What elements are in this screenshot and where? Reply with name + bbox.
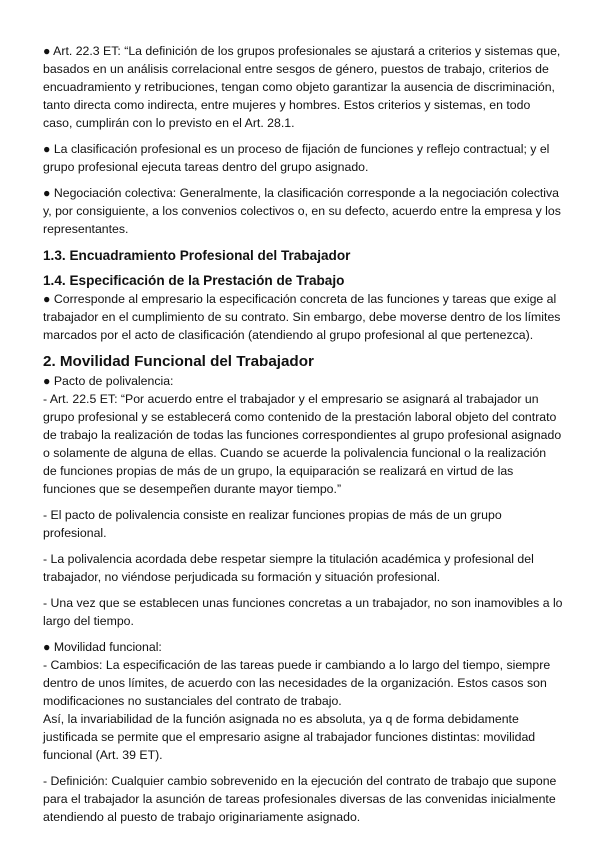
bullet-movilidad-funcional: ● Movilidad funcional: — [43, 640, 162, 654]
heading-1-3: 1.3. Encuadramiento Profesional del Trabajador — [43, 248, 351, 263]
heading-1-4: 1.4. Especificación de la Prestación de Trabajo — [43, 273, 345, 288]
heading-2: 2. Movilidad Funcional del Trabajador — [43, 353, 314, 370]
bullet-negociacion-colectiva: ● Negociación colectiva: Generalmente, la clasificación corresponde a la negociación colectiva y, por consiguiente, a los convenios colectivos o, en su defecto, acuerdo entre la empresa y los representantes. — [43, 186, 561, 236]
document-page — [43, 42, 563, 834]
item-respetar-titulacion: - La polivalencia acordada debe respetar siempre la titulación académica y profesional del trabajador, no viéndose perjudicada su formación y situación profesional. — [43, 552, 534, 584]
item-pacto-consiste: - El pacto de polivalencia consiste en realizar funciones propias de más de un grupo profesional. — [43, 508, 502, 540]
item-no-inamovibles: - Una vez que se establecen unas funciones concretas a un trabajador, no son inamovibles a lo largo del tiempo. — [43, 596, 563, 628]
paragraph-especificacion: ● Corresponde al empresario la especificación concreta de las funciones y tareas que exige al trabajador en el cumplimiento de su contrato. Sin embargo, debe moverse dentro de los límites marcados por el acto de clasificación (atendiendo al grupo profesional al que pertenezca). — [43, 292, 561, 342]
item-invariabilidad: Así, la invariabilidad de la función asignada no es absoluta, ya q de forma debidamente justificada se permite que el empresario asigne al trabajador funciones distintas: movilidad funcional (Art. 39 ET). — [43, 712, 536, 762]
bullet-art-22-3: ● Art. 22.3 ET: “La definición de los grupos profesionales se ajustará a criterios y sistemas que, basados en un análisis correlacional entre sesgos de género, puestos de trabajo, criterios de encuadramiento y retribuciones, tengan como objeto garantizar la ausencia de discriminación, tanto directa como indirecta, entre mujeres y hombres. Estos criterios y sistemas, en todo caso, cumplirán con lo previsto en el Art. 28.1. — [43, 44, 561, 130]
item-definicion: - Definición: Cualquier cambio sobrevenido en la ejecución del contrato de trabajo que supone para el trabajador la asunción de tareas profesionales diversas de las convenidas inicialmente atendiendo al puesto de trabajo originariamente asignado. — [43, 774, 557, 824]
item-cambios: - Cambios: La especificación de las tareas puede ir cambiando a lo largo del tiempo, siempre dentro de unos límites, de acuerdo con las necesidades de la organización. Estos casos son modificaciones no sustanciales del contrato de trabajo. — [43, 658, 551, 708]
item-art-22-5: - Art. 22.5 ET: “Por acuerdo entre el trabajador y el empresario se asignará al trabajador un grupo profesional y se establecerá como contenido de la prestación laboral objeto del contrato de trabajo la realización de todas las funciones correspondientes al grupo profesional asignado o solamente de alguna de ellas. Cuando se acuerde la polivalencia funcional o la realización de funciones propias de más de un grupo, la equiparación se realizará en virtud de las funciones que se desempeñen durante mayor tiempo.” — [43, 392, 562, 496]
bullet-pacto-polivalencia: ● Pacto de polivalencia: — [43, 374, 174, 388]
bullet-clasificacion: ● La clasificación profesional es un proceso de fijación de funciones y reflejo contractual; y el grupo profesional ejecuta tareas dentro del grupo asignado. — [43, 142, 550, 174]
